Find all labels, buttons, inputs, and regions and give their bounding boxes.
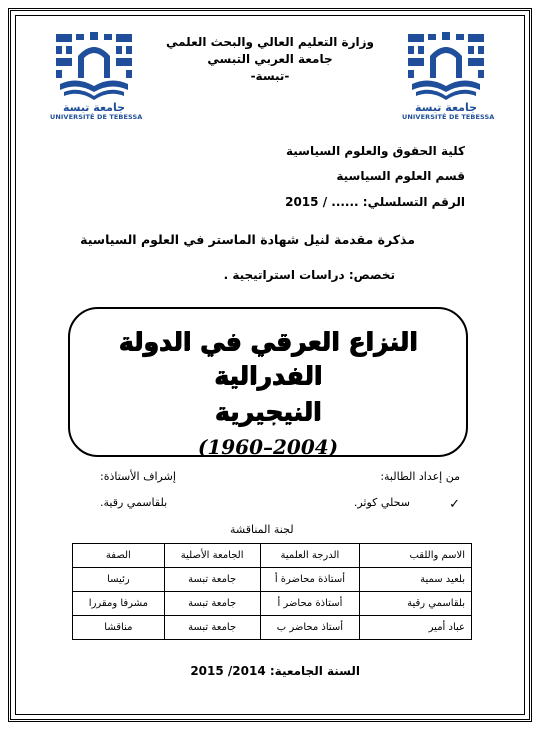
university-logo-left	[50, 30, 143, 121]
table-row	[73, 616, 472, 640]
logo-french-name: UNIVERSITÉ DE TEBESSA	[50, 112, 143, 121]
thesis-title-line2: النيجيرية	[214, 397, 322, 426]
jury-table	[72, 543, 472, 640]
jury-header-row	[73, 544, 472, 568]
thesis-title-line1: النزاع العرقي في الدولة الفدرالية	[118, 327, 418, 390]
logo-french-name: UNIVERSITÉ DE TEBESSA	[402, 112, 495, 121]
header	[150, 34, 390, 85]
table-row	[73, 568, 472, 592]
memo-purpose: مذكرة مقدمة لنيل شهادة الماستر في العلوم السياسية	[80, 232, 415, 247]
cell-role: رئيسا	[73, 568, 165, 592]
cell-name: بلقاسمي رقية	[360, 592, 472, 616]
cell-name: عباد أمير	[360, 616, 472, 640]
student-label: من إعداد الطالبة:	[380, 470, 460, 483]
supervisor-label: إشراف الأستاذة:	[100, 470, 176, 483]
faculty-name: كلية الحقوق والعلوم السياسية	[285, 144, 465, 158]
logo-arabic-name: جامعة تبسة	[62, 101, 126, 114]
logo-emblem-icon	[50, 30, 138, 102]
serial-number: الرقم التسلسلي: ...... / 2015	[285, 195, 465, 209]
department-name: قسم العلوم السياسية	[336, 169, 465, 183]
jury-title: لجنة المناقشة	[230, 523, 294, 536]
specialty: تخصص: دراسات استراتيجية .	[223, 268, 395, 282]
logo-arabic-name: جامعة تبسة	[414, 101, 478, 114]
cell-rank: أستاذة محاضرة أ	[260, 568, 360, 592]
city-name: -تبسة-	[250, 69, 290, 83]
supervisor-name: بلقاسمي رقية.	[100, 496, 168, 509]
university-logo-right	[402, 30, 495, 121]
table-row	[73, 592, 472, 616]
col-role: الصفة	[73, 544, 165, 568]
ministry-name: وزارة التعليم العالي والبحث العلمي	[165, 35, 375, 49]
col-university: الجامعة الأصلية	[164, 544, 260, 568]
logo-emblem-icon	[402, 30, 490, 102]
cell-university: جامعة تبسة	[164, 616, 260, 640]
col-name: الاسم واللقب	[360, 544, 472, 568]
check-mark: ✓	[449, 497, 460, 512]
col-rank: الدرجة العلمية	[260, 544, 360, 568]
cell-university: جامعة تبسة	[164, 592, 260, 616]
cell-rank: أستاذ محاضر ب	[260, 616, 360, 640]
university-name: جامعة العربي التبسي	[207, 52, 333, 66]
cell-name: بلعيد سمية	[360, 568, 472, 592]
cell-role: مشرفا ومقررا	[73, 592, 165, 616]
cell-role: مناقشا	[73, 616, 165, 640]
thesis-years: (1960–2004)	[197, 435, 339, 459]
academic-year: السنة الجامعية: 2014/ 2015	[190, 664, 360, 678]
cell-university: جامعة تبسة	[164, 568, 260, 592]
thesis-title-box	[68, 307, 468, 457]
student-name: سحلي كوثر.	[353, 496, 410, 509]
cell-rank: أستاذة محاضر أ	[260, 592, 360, 616]
